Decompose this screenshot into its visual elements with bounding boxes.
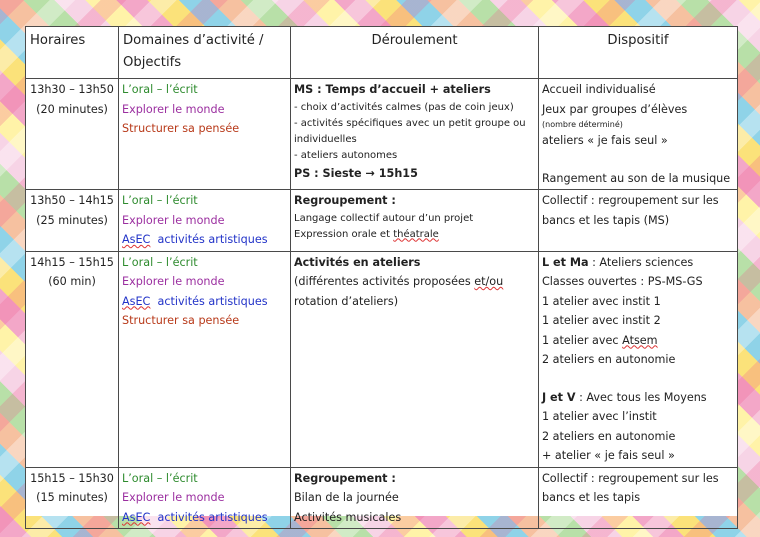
deroulement-item: - choix d’activités calmes (pas de coin jeux): [294, 101, 514, 113]
dispositif-line: Collectif : regroupement sur les: [542, 471, 719, 485]
domains-cell: [119, 467, 291, 529]
deroulement-item: Langage collectif autour d’un projet: [294, 212, 474, 224]
deroulement-title: MS : Temps d’accueil + ateliers: [294, 83, 491, 96]
deroulement-item: - activités spécifiques avec un petit groupe ou: [294, 117, 526, 129]
header-row: [26, 27, 738, 79]
domain-pensee: Structurer sa pensée: [122, 314, 240, 327]
domain-pensee: Structurer sa pensée: [122, 122, 240, 135]
time-range: 14h15 – 15h15: [30, 255, 114, 269]
domain-oral: L’oral – l’écrit: [122, 255, 198, 269]
dispositif-line: L et Ma : Ateliers sciences: [542, 255, 694, 269]
dispositif-line: Jeux par groupes d’élèves: [542, 102, 688, 116]
deroulement-cell: [291, 467, 539, 529]
domains-cell: [119, 79, 291, 190]
time-duration: (20 minutes): [36, 102, 108, 116]
dispositif-line: 2 ateliers en autonomie: [542, 429, 676, 443]
domain-arts: AsEC activités artistiques: [122, 294, 268, 308]
deroulement-title: Regroupement :: [294, 194, 396, 207]
time-range: 15h15 – 15h30: [30, 471, 114, 485]
domain-oral: L’oral – l’écrit: [122, 194, 198, 207]
dispositif-line: Rangement au son de la musique: [542, 171, 731, 185]
schedule-sheet: [25, 26, 737, 524]
domain-monde: Explorer le monde: [122, 213, 225, 227]
domain-oral: L’oral – l’écrit: [122, 83, 198, 96]
deroulement-footer: PS : Sieste → 15h15: [294, 166, 418, 180]
deroulement-item: individuelles: [294, 133, 357, 145]
schedule-table: [25, 26, 738, 529]
header-dispositif: Dispositif: [539, 27, 738, 79]
time-duration: (15 minutes): [36, 491, 108, 504]
dispositif-line: Classes ouvertes : PS-MS-GS: [542, 275, 703, 288]
dispositif-line: bancs et les tapis (MS): [542, 213, 670, 227]
deroulement-item: - ateliers autonomes: [294, 149, 398, 161]
time-duration: (60 min): [48, 275, 96, 288]
time-cell: [26, 467, 119, 529]
deroulement-title: Regroupement :: [294, 471, 396, 485]
time-duration: (25 minutes): [36, 213, 108, 227]
deroulement-item: (différentes activités proposées et/ou: [294, 275, 504, 288]
dispositif-line: J et V : Avec tous les Moyens: [542, 390, 707, 404]
deroulement-item: Expression orale et théatrale: [294, 228, 439, 240]
table-row: [26, 79, 738, 190]
dispositif-line: + atelier « je fais seul »: [542, 449, 675, 462]
table-row: [26, 190, 738, 252]
dispositif-cell: [539, 79, 738, 190]
dispositif-line: Collectif : regroupement sur les: [542, 194, 719, 207]
dispositif-cell: [539, 251, 738, 467]
domain-monde: Explorer le monde: [122, 491, 225, 504]
dispositif-line: 1 atelier avec l’instit: [542, 410, 657, 423]
table-row: [26, 467, 738, 529]
dispositif-line: 1 atelier avec instit 1: [542, 294, 661, 308]
deroulement-item: rotation d’ateliers): [294, 294, 399, 308]
time-range: 13h30 – 13h50: [30, 83, 114, 96]
header-horaires: Horaires: [26, 27, 119, 79]
domain-oral: L’oral – l’écrit: [122, 471, 198, 485]
dispositif-note: (nombre déterminé): [542, 120, 623, 129]
time-range: 13h50 – 14h15: [30, 194, 114, 207]
dispositif-line: ateliers « je fais seul »: [542, 134, 668, 147]
dispositif-line: Accueil individualisé: [542, 83, 656, 96]
domain-monde: Explorer le monde: [122, 275, 225, 288]
deroulement-item: Bilan de la journée: [294, 491, 399, 504]
dispositif-line: bancs et les tapis: [542, 491, 641, 504]
time-cell: [26, 190, 119, 252]
time-cell: [26, 79, 119, 190]
header-deroulement: Déroulement: [291, 27, 539, 79]
dispositif-cell: [539, 190, 738, 252]
deroulement-title: Activités en ateliers: [294, 255, 421, 269]
domains-cell: [119, 251, 291, 467]
dispositif-line: 2 ateliers en autonomie: [542, 353, 676, 366]
dispositif-cell: [539, 467, 738, 529]
deroulement-item: Activités musicales: [294, 510, 402, 524]
dispositif-line: 1 atelier avec Atsem: [542, 333, 658, 347]
domain-monde: Explorer le monde: [122, 102, 225, 116]
header-domaines: Domaines d’activité / Objectifs: [119, 27, 291, 79]
table-row: [26, 251, 738, 467]
deroulement-cell: [291, 190, 539, 252]
domain-arts: AsEC activités artistiques: [122, 510, 268, 524]
time-cell: [26, 251, 119, 467]
domain-arts: AsEC activités artistiques: [122, 233, 268, 246]
dispositif-line: 1 atelier avec instit 2: [542, 314, 661, 327]
deroulement-cell: [291, 79, 539, 190]
deroulement-cell: [291, 251, 539, 467]
domains-cell: [119, 190, 291, 252]
